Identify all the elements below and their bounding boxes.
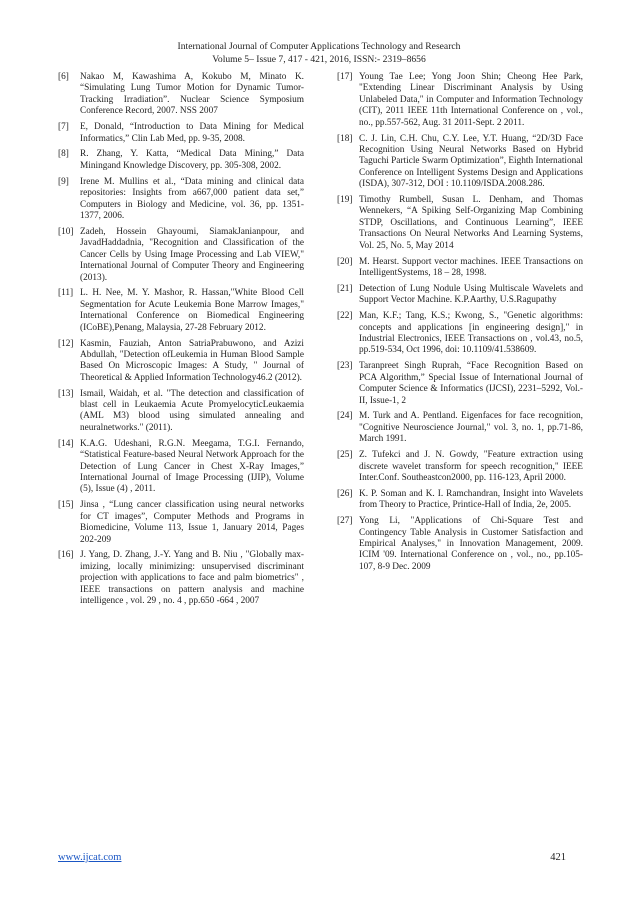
reference-text: M. Hearst. Support vector machines. IEEE Transactions on IntelligentSystems, 18 – 28, 1998.	[359, 256, 583, 278]
reference-text: Detection of Lung Nodule Using Multiscale Wavelets and Support Vector Machine. K.P.Aarthy, U.S.Ragupathy	[359, 283, 583, 306]
reference-entry	[58, 439, 304, 496]
reference-text: Timothy Rumbell, Susan L. Denham, and Thomas Wennekers, “A Spiking Self-Organizing Map Combining STDP, Oscillations, and Continuous Learning”, IEEE Transactions On Neural Networks And Learning Systems, Vol. 25, No. 5, May 2014	[359, 195, 583, 251]
reference-number: [18]	[337, 133, 353, 144]
reference-entry	[58, 72, 304, 118]
reference-text: J. Yang, D. Zhang, J.-Y. Yang and B. Niu , "Globally max-imizing, locally minimizing: unsupervised discriminant projection with applications to face and palm biometrics" , IEEE transactions on pattern analysis and machine intelligence , vol. 29 , no. 4 , pp.650 -664 , 2007	[80, 550, 304, 607]
reference-entry	[58, 500, 304, 546]
reference-entry	[337, 311, 583, 357]
journal-title: International Journal of Computer Applications Technology and Research	[177, 41, 461, 52]
reference-number: [24]	[337, 411, 353, 422]
reference-number: [27]	[337, 516, 353, 527]
reference-text: Man, K.F.; Tang, K.S.; Kwong, S., "Genetic algorithms: concepts and applications [in engineering design]," in Industrial Electronics, IEEE Transactions on , vol.43, no.5, pp.519-534, Oct 1996, doi: 10.1109/41.538609.	[359, 311, 583, 356]
reference-number: [9]	[58, 176, 69, 187]
reference-number: [8]	[58, 149, 69, 160]
reference-entry	[337, 411, 583, 445]
reference-entry	[337, 361, 583, 407]
reference-text: Jinsa , “Lung cancer classification using neural networks for CT images”, Computer Methods and Programs in Biomedicine, Volume 113, Issue 1, January 2014, Pages 202-209	[80, 500, 304, 545]
reference-number: [21]	[337, 283, 353, 294]
reference-entry	[337, 195, 583, 252]
reference-entry	[58, 227, 304, 284]
reference-text: Young Tae Lee; Yong Joon Shin; Cheong Hee Park, "Extending Linear Discriminant Analysis by Using Unlabeled Data," in Computer and Information Technology (CIT), 2011 IEEE 11th International Conference on , vol., no., pp.557-562, Aug. 31 2011-Sept. 2 2011.	[359, 72, 583, 128]
reference-text: Kasmin, Fauziah, Anton SatriaPrabuwono, and Azizi Abdullah, "Detection ofLeukemia in Human Blood Sample Based On Microscopic Images: A Study, " Journal of Theoretical & Applied Information Technology46.2 (2012).	[80, 338, 304, 383]
reference-text: E, Donald, “Introduction to Data Mining for Medical Informatics,” Clin Lab Med, pp. 9-35, 2008.	[80, 122, 304, 144]
reference-number: [7]	[58, 122, 69, 133]
journal-volume: Volume 5– Issue 7, 417 - 421, 2016, ISSN:- 2319–8656	[212, 54, 426, 65]
reference-entry	[58, 177, 304, 223]
reference-number: [6]	[58, 72, 69, 82]
reference-text: Yong Li, "Applications of Chi-Square Test and Contingency Table Analysis in Customer Satisfaction and Empirical Analyses," in Innovation Management, 2009. ICIM '09. International Conference on , vol., no., pp.105-107, 8-9 Dec. 2009	[359, 516, 583, 572]
reference-entry	[58, 550, 304, 607]
reference-entry	[337, 72, 583, 129]
reference-text: Z. Tufekci and J. N. Gowdy, "Feature extraction using discrete wavelet transform for speech recognition," IEEE Inter.Conf. Southeastcon2000, pp. 116-123, April 2000.	[359, 450, 583, 483]
reference-number: [16]	[58, 550, 74, 561]
reference-entry	[337, 450, 583, 484]
journal-header	[0, 40, 638, 66]
reference-number: [26]	[337, 488, 353, 499]
reference-number: [15]	[58, 500, 74, 511]
reference-text: Ismail, Waidah, et al. "The detection and classification of blast cell in Leukaemia Acute PromyelocyticLeukaemia (AML M3) blood using simulated annealing and neuralnetworks." (2011).	[80, 388, 304, 433]
reference-entry	[58, 389, 304, 435]
reference-entry	[58, 339, 304, 385]
reference-entry	[337, 134, 583, 191]
reference-number: [11]	[58, 288, 74, 299]
reference-text: K.A.G. Udeshani, R.G.N. Meegama, T.G.I. Fernando, “Statistical Feature-based Neural Network Approach for the Detection of Lung Cancer in Chest X-Ray Images,” International Journal of Image Processing (IJIP), Volume (5), Issue (4) , 2011.	[80, 438, 304, 495]
reference-number: [13]	[58, 388, 74, 399]
reference-number: [12]	[58, 338, 74, 349]
reference-text: Taranpreet Singh Ruprah, “Face Recognition Based on PCA Algorithm,” Special Issue of International Journal of Computer Science & Informatics (IJCSI), 2231–5292, Vol.- II, Issue-1, 2	[359, 361, 583, 406]
reference-number: [25]	[337, 450, 353, 461]
page-number: 421	[550, 852, 566, 863]
reference-text: R. Zhang, Y. Katta, “Medical Data Mining,” Data Miningand Knowledge Discovery, pp. 305-308, 2002.	[80, 149, 304, 171]
reference-text: Nakao M, Kawashima A, Kokubo M, Minato K. “Simulating Lung Tumor Motion for Dynamic Tumor-Tracking Irradiation”. Nuclear Science Symposium Conference Record, 2007. NSS 2007	[80, 72, 304, 117]
reference-entry	[337, 284, 583, 307]
reference-text: M. Turk and A. Pentland. Eigenfaces for face recognition, "Cognitive Neuroscience Journal," vol. 3, no. 1, pp.71-86, March 1991.	[359, 411, 583, 445]
reference-number: [17]	[337, 72, 353, 82]
reference-entry	[58, 122, 304, 145]
reference-text: Zadeh, Hossein Ghayoumi, SiamakJanianpour, and JavadHaddadnia, "Recognition and Classification of the Cancer Cells by Using Image Processing and Lab VIEW," International Journal of Computer Theory and Engineering (2013).	[80, 226, 304, 283]
references-left-column	[58, 72, 304, 612]
reference-number: [20]	[337, 256, 353, 267]
reference-text: L. H. Nee, M. Y. Mashor, R. Hassan,"White Blood Cell Segmentation for Acute Leukemia Bone Marrow Images," International Conference on Biomedical Engineering (ICoBE),Penang, Malaysia, 27-28 February 2012.	[80, 288, 304, 333]
reference-number: [14]	[58, 438, 74, 449]
reference-number: [22]	[337, 311, 353, 322]
reference-entry	[337, 257, 583, 280]
reference-entry	[337, 516, 583, 573]
reference-entry	[58, 149, 304, 172]
reference-number: [10]	[58, 226, 74, 237]
reference-text: Irene M. Mullins et al., “Data mining and clinical data repositories: Insights from a667,000 patient data set,” Computers in Biology and Medicine, vol. 36, pp. 1351-1377, 2006.	[80, 176, 304, 221]
reference-text: K. P. Soman and K. I. Ramchandran, Insight into Wavelets from Theory to Practice, Printice-Hall of India, 2e, 2005.	[359, 488, 583, 511]
reference-number: [19]	[337, 195, 353, 206]
reference-number: [23]	[337, 361, 353, 372]
references-right-column	[337, 72, 583, 578]
reference-entry	[337, 489, 583, 512]
reference-entry	[58, 288, 304, 334]
reference-text: C. J. Lin, C.H. Chu, C.Y. Lee, Y.T. Huang, “2D/3D Face Recognition Using Neural Networks Based on Hybrid Taguchi Particle Swarm Optimization”, Eighth International Conference on Intelligent Systems Design and Applications (ISDA), 307-312, DOI : 10.1109/ISDA.2008.286.	[359, 133, 583, 190]
footer-website-link[interactable]: www.ijcat.com	[58, 852, 122, 863]
